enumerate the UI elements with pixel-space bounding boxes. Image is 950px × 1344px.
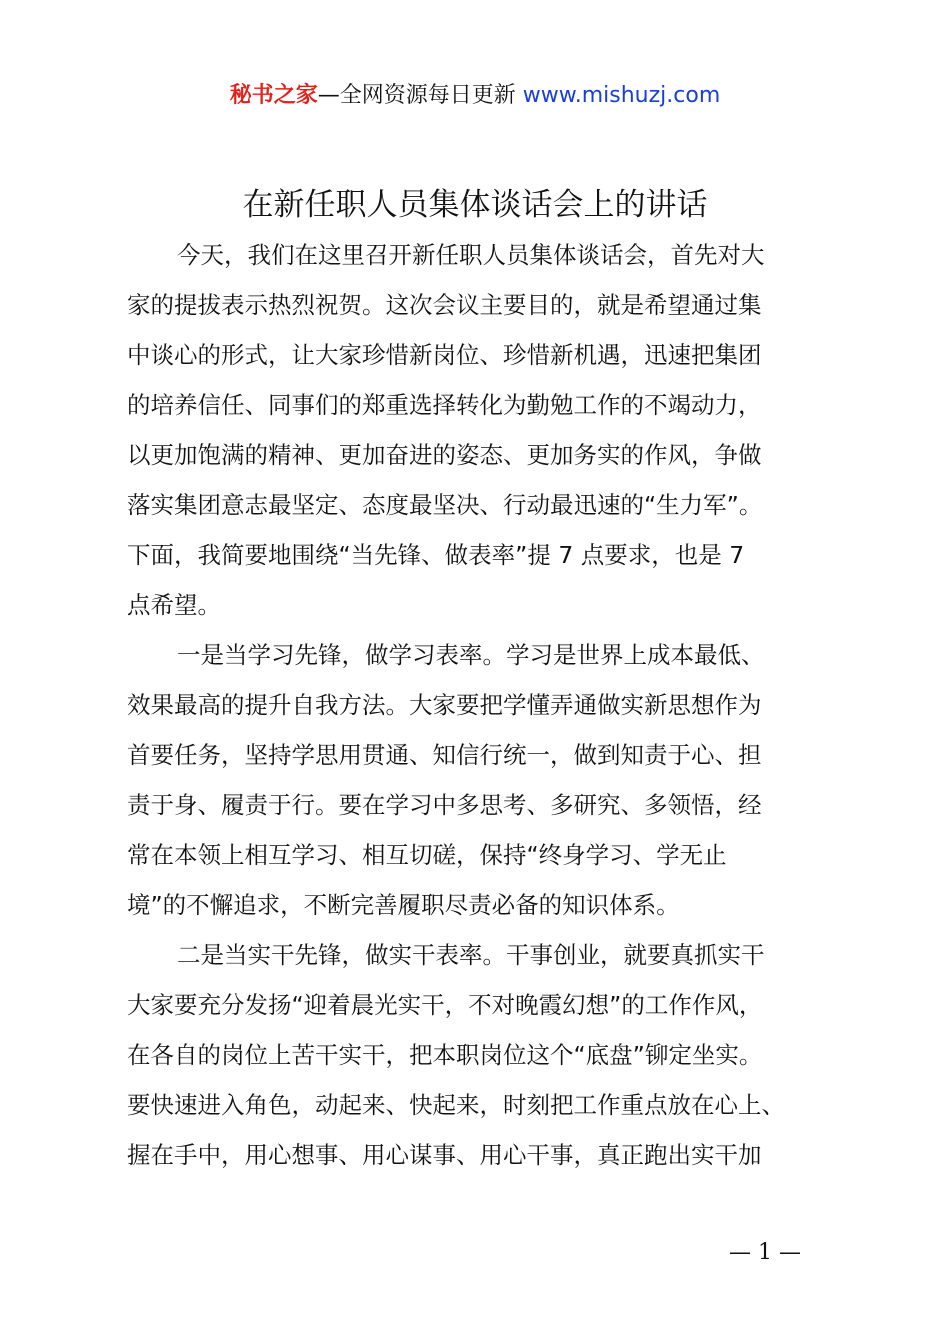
text-line: 要快速进入角色，动起来、快起来，时刻把工作重点放在心上、 <box>127 1091 785 1119</box>
site-url-link[interactable]: www.mishuzj.com <box>522 83 721 108</box>
brand-name: 秘书之家 <box>229 83 318 108</box>
text-line: 责于身、履责于行。要在学习中多思考、多研究、多领悟，经 <box>127 791 762 819</box>
paragraph-action <box>127 930 837 1180</box>
text-line: 大家要充分发扬“迎着晨光实干，不对晚霞幻想”的工作作风， <box>127 991 763 1019</box>
text-line: 首要任务，坚持学思用贯通、知信行统一，做到知责于心、担 <box>127 741 762 769</box>
text-line: 二是当实干先锋，做实干表率。干事创业，就要真抓实干 <box>177 941 765 969</box>
document-title: 在新任职人员集体谈话会上的讲话 <box>242 187 708 223</box>
page-number: — 1 — <box>729 1240 801 1265</box>
text-line: 一是当学习先锋，做学习表率。学习是世界上成本最低、 <box>177 641 765 669</box>
text-line: 的培养信任、同事们的郑重选择转化为勤勉工作的不竭动力， <box>127 391 762 419</box>
text-line: 以更加饱满的精神、更加奋进的姿态、更加务实的作风，争做 <box>127 441 762 469</box>
text-line: 今天，我们在这里召开新任职人员集体谈话会，首先对大 <box>177 241 765 269</box>
text-line: 境”的不懈追求，不断完善履职尽责必备的知识体系。 <box>127 891 680 919</box>
text-line: 家的提拔表示热烈祝贺。这次会议主要目的，就是希望通过集 <box>127 291 762 319</box>
site-tagline: —全网资源每日更新 <box>317 83 516 108</box>
text-line: 中谈心的形式，让大家珍惜新岗位、珍惜新机遇，迅速把集团 <box>127 341 762 369</box>
site-header <box>0 78 950 114</box>
text-line: 常在本领上相互学习、相互切磋，保持“终身学习、学无止 <box>127 841 727 869</box>
paragraph-intro <box>127 230 837 630</box>
document-body <box>127 230 837 1180</box>
text-line: 下面，我简要地围绕“当先锋、做表率”提 7 点要求，也是 7 <box>127 541 745 569</box>
paragraph-study <box>127 630 837 930</box>
text-line: 落实集团意志最坚定、态度最坚决、行动最迅速的“生力军”。 <box>127 491 763 519</box>
text-line: 在各自的岗位上苦干实干，把本职岗位这个“底盘”铆定坐实。 <box>127 1041 763 1069</box>
text-line: 握在手中，用心想事、用心谋事、用心干事，真正跑出实干加 <box>127 1141 762 1169</box>
text-line: 效果最高的提升自我方法。大家要把学懂弄通做实新思想作为 <box>127 691 762 719</box>
text-line: 点希望。 <box>127 591 221 619</box>
